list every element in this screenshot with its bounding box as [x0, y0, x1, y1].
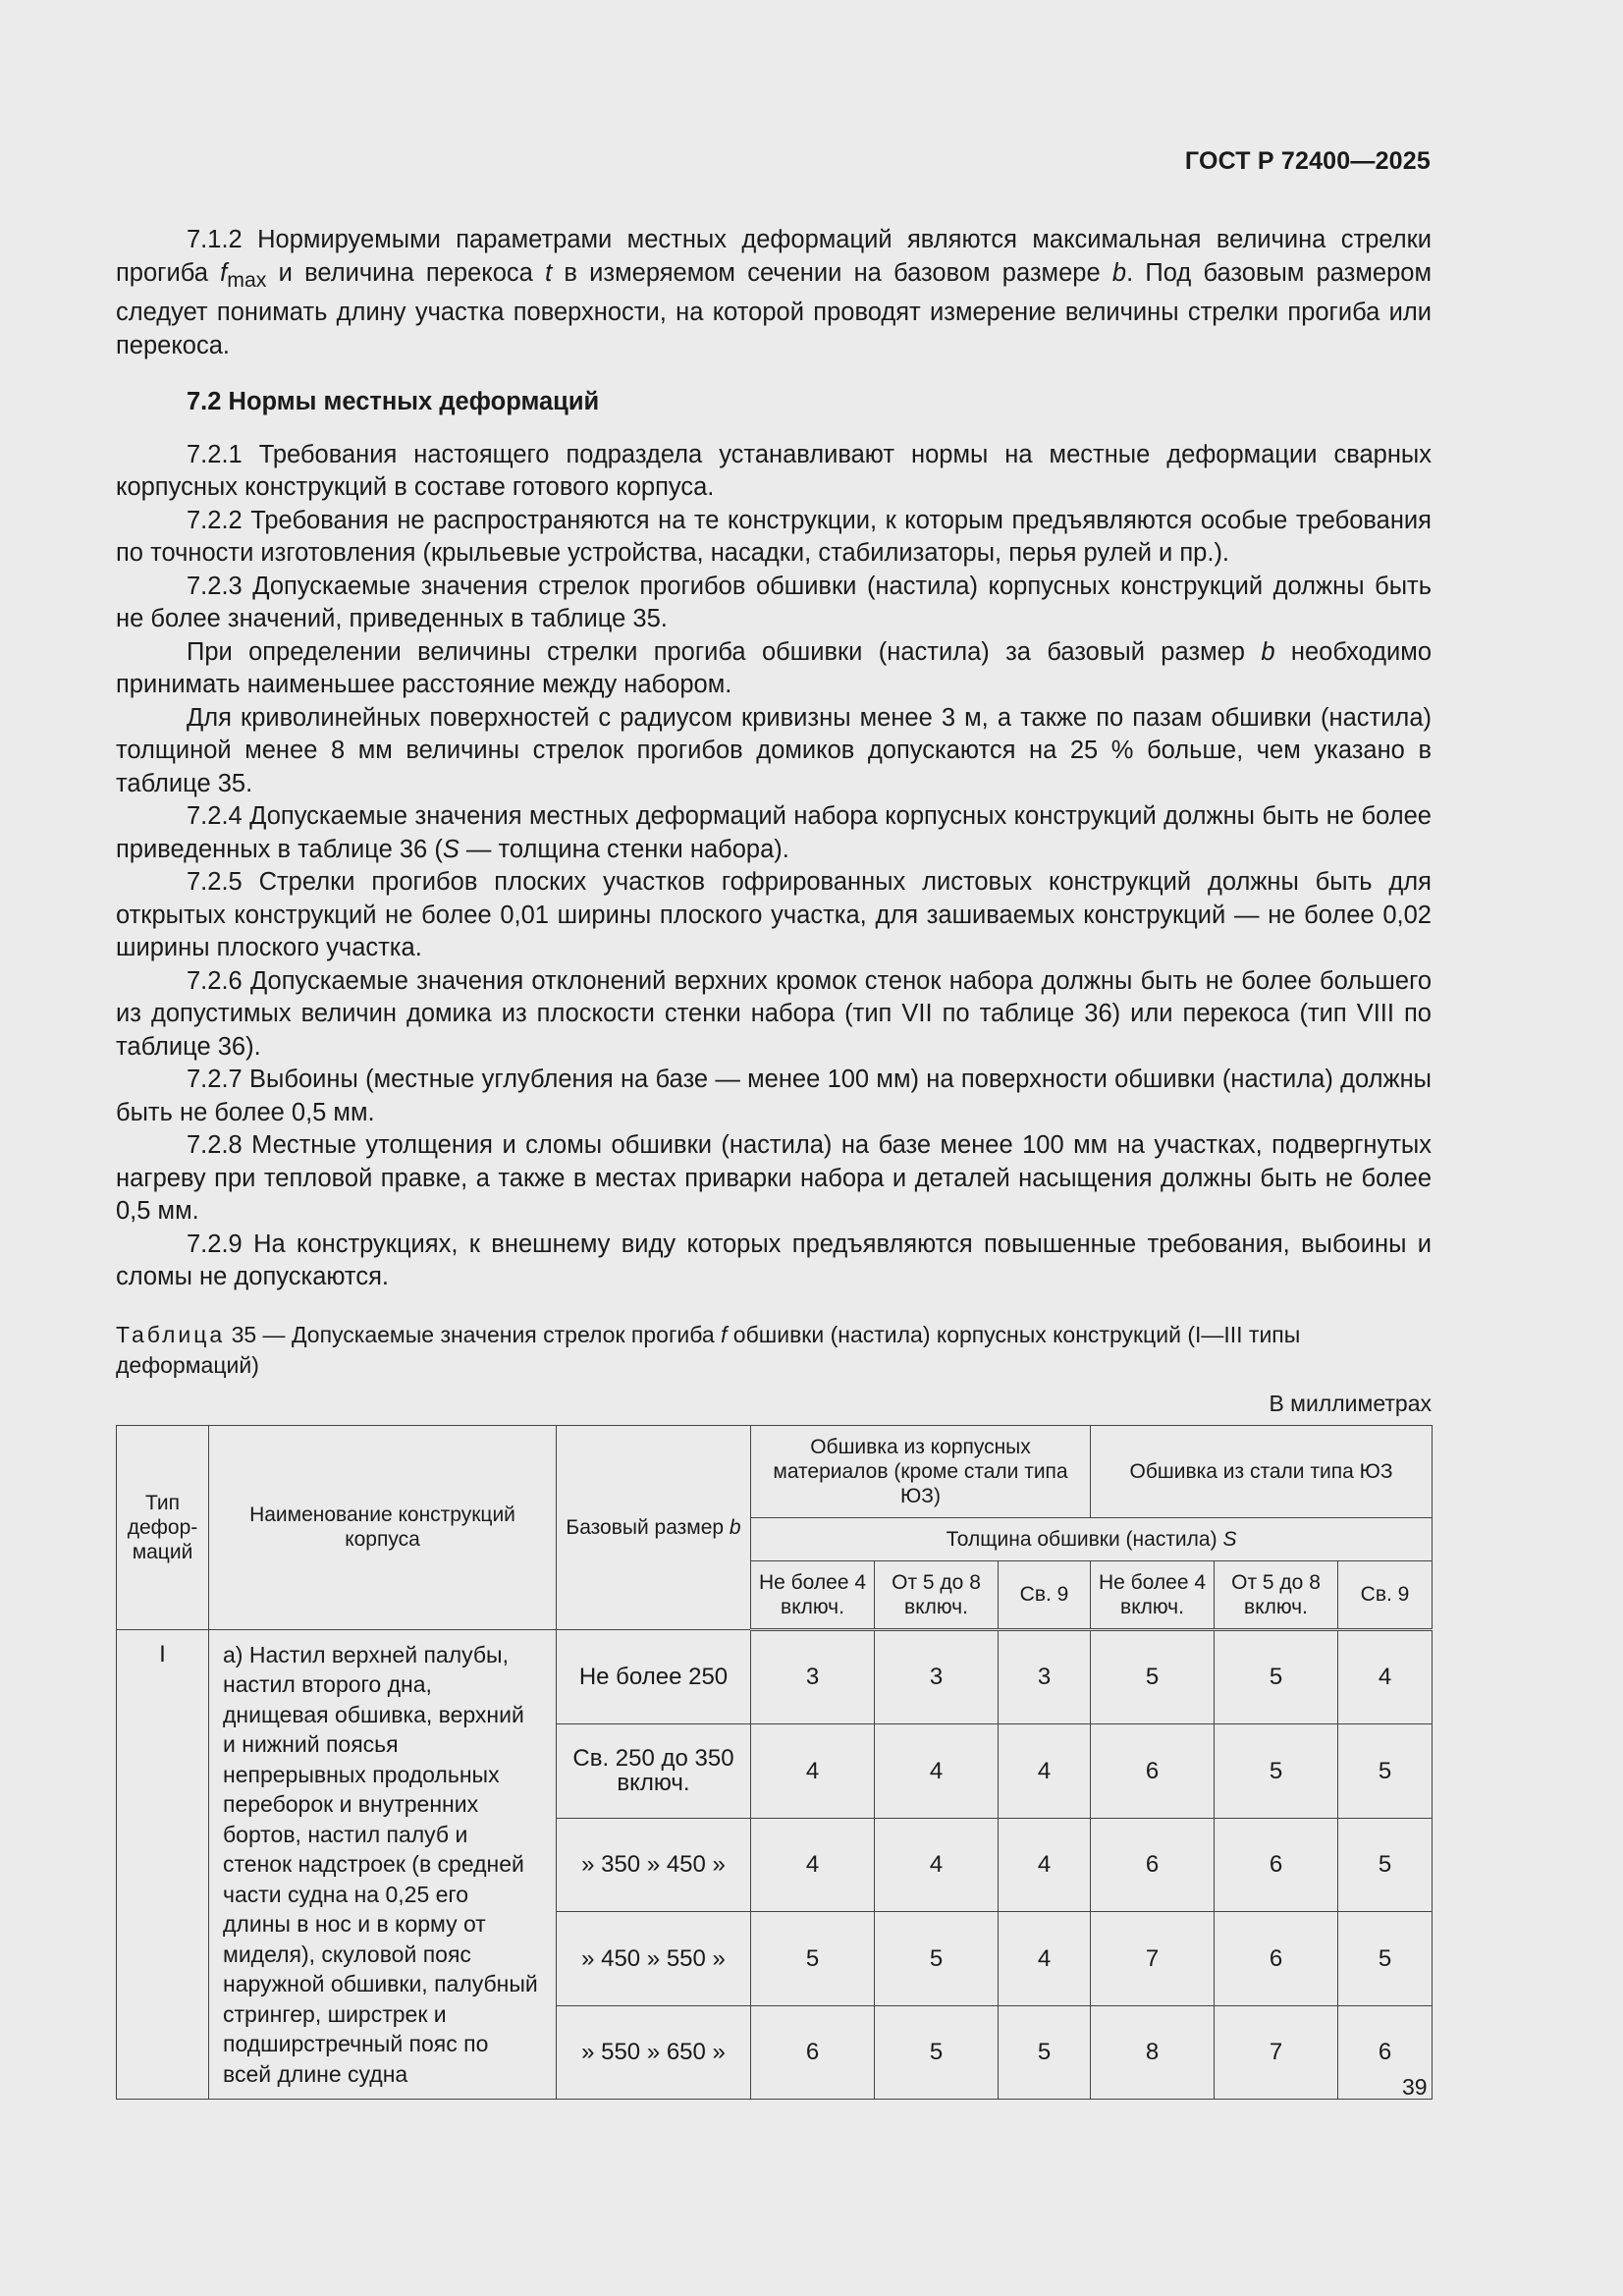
section-heading-7-2: 7.2 Нормы местных деформаций	[187, 388, 600, 416]
header-thickness: Толщина обшивки (настила) S	[751, 1517, 1433, 1560]
paragraph-7-2-8: 7.2.8 Местные утолщения и сломы обшивки (настила) на базе менее 100 мм на участках, подвергнутых нагреву при тепловой правке, а также в местах приварки набора и деталей насыщения должны быть не более 0,5 мм.	[116, 1131, 1432, 1226]
paragraph-7-2-2: 7.2.2 Требования не распространяются на те конструкции, к которым предъявляются особые требования по точности изготовления (крыльевые устройства, насадки, стабилизаторы, перья рулей и пр.).	[116, 506, 1432, 568]
paragraph-7-2-3-curved: Для криволинейных поверхностей с радиусом кривизны менее 3 м, а также по пазам обшивки (настила) толщиной менее 8 мм величины стрелок прогибов домиков допускаются на 25 % больше, чем указано в таблице 35.	[116, 703, 1432, 797]
header-thickness-range: От 5 до 8 включ.	[875, 1560, 999, 1629]
value-cell: 4	[1338, 1629, 1433, 1724]
base-size-cell: Св. 250 до 350 включ.	[557, 1724, 751, 1818]
header-base-size: Базовый размер b	[557, 1425, 751, 1629]
value-cell: 5	[1215, 1629, 1338, 1724]
document-code: ГОСТ Р 72400—2025	[1184, 147, 1431, 175]
value-cell: 6	[1091, 1724, 1215, 1818]
paragraph-7-2-9: 7.2.9 На конструкциях, к внешнему виду которых предъявляются повышенные требования, выбоины и сломы не допускаются.	[116, 1230, 1432, 1291]
header-thickness-range: Св. 9	[999, 1560, 1091, 1629]
document-body	[116, 224, 1432, 2100]
value-cell: 4	[875, 1724, 999, 1818]
paragraph-7-1-2: 7.1.2 Нормируемыми параметрами местных деформаций являются максимальная величина стрелки прогиба $f_{max}$ и величина перекоса t в измеряемом сечении на базовом размере b. Под базовым размером следует понимать длину участка поверхности, на которой проводят измерение величины стрелки прогиба или перекоса.	[116, 226, 1432, 359]
header-thickness-range: Не более 4 включ.	[1091, 1560, 1215, 1629]
header-thickness-range: Не более 4 включ.	[751, 1560, 875, 1629]
deformation-type-cell: I	[117, 1629, 209, 2100]
value-cell: 4	[875, 1818, 999, 1911]
paragraph-7-2-7: 7.2.7 Выбоины (местные углубления на базе — менее 100 мм) на поверхности обшивки (настила) должны быть не более 0,5 мм.	[116, 1066, 1432, 1126]
value-cell: 8	[1091, 2005, 1215, 2100]
value-cell: 4	[999, 1912, 1091, 2005]
structure-name-cell: а) Настил верхней палубы, настил второго дна, днищевая обшивка, верхний и нижний поясья непрерывных продольных переборок и внутренних бортов, настил палуб и стенок надстроек (в средней части судна на 0,25 его длины в нос и в корму от миделя), скуловой пояс наружной обшивки, палубный стрингер, ширстрек и подширстречный пояс по всей длине судна	[209, 1629, 557, 2100]
value-cell: 5	[1091, 1629, 1215, 1724]
paragraph-7-2-6: 7.2.6 Допускаемые значения отклонений верхних кромок стенок набора должны быть не более большего из допустимых величин домика из плоскости стенки набора (тип VII по таблице 36) или перекоса (тип VIII по таблице 36).	[116, 966, 1432, 1061]
paragraph-7-2-4: 7.2.4 Допускаемые значения местных деформаций набора корпусных конструкций должны быть не более приведенных в таблице 36 (S — толщина стенки набора).	[116, 802, 1432, 863]
paragraph-7-2-3: 7.2.3 Допускаемые значения стрелок прогибов обшивки (настила) корпусных конструкций должны быть не более значений, приведенных в таблице 35.	[116, 572, 1432, 633]
value-cell: 7	[1091, 1912, 1215, 2005]
table-caption: Таблица 35 — Допускаемые значения стрелок прогиба f обшивки (настила) корпусных конструкций (I—III типы деформаций)	[116, 1321, 1301, 1378]
value-cell: 5	[999, 2005, 1091, 2100]
header-structure-name: Наименование конструкций корпуса	[209, 1425, 557, 1629]
base-size-cell: » 450 » 550 »	[557, 1912, 751, 2005]
value-cell: 4	[999, 1724, 1091, 1818]
paragraph-7-2-1: 7.2.1 Требования настоящего подраздела устанавливают нормы на местные деформации сварных корпусных конструкций в составе готового корпуса.	[116, 440, 1432, 502]
value-cell: 6	[1091, 1818, 1215, 1911]
base-size-cell: Не более 250	[557, 1629, 751, 1724]
paragraph-7-2-3-base: При определении величины стрелки прогиба обшивки (настила) за базовый размер b необходимо принимать наименьшее расстояние между набором.	[116, 637, 1432, 699]
value-cell: 4	[751, 1818, 875, 1911]
value-cell: 7	[1215, 2005, 1338, 2100]
value-cell: 3	[999, 1629, 1091, 1724]
deflection-table	[116, 1425, 1433, 2101]
value-cell: 6	[1215, 1912, 1338, 2005]
value-cell: 5	[875, 2005, 999, 2100]
paragraph-7-2-5: 7.2.5 Стрелки прогибов плоских участков гофрированных листовых конструкций должны быть для открытых конструкций не более 0,01 ширины плоского участка, для зашиваемых конструкций — не более 0,02 ширины плоского участка.	[116, 868, 1432, 962]
value-cell: 5	[1338, 1724, 1433, 1818]
header-deformation-type: Тип дефор-маций	[117, 1425, 209, 1629]
header-thickness-range: От 5 до 8 включ.	[1215, 1560, 1338, 1629]
value-cell: 5	[1215, 1724, 1338, 1818]
header-hull-materials: Обшивка из корпусных материалов (кроме стали типа ЮЗ)	[751, 1425, 1091, 1517]
value-cell: 3	[751, 1629, 875, 1724]
value-cell: 6	[1215, 1818, 1338, 1911]
value-cell: 4	[999, 1818, 1091, 1911]
value-cell: 5	[1338, 1818, 1433, 1911]
value-cell: 3	[875, 1629, 999, 1724]
value-cell: 5	[875, 1912, 999, 2005]
value-cell: 4	[751, 1724, 875, 1818]
value-cell: 6	[751, 2005, 875, 2100]
base-size-cell: » 550 » 650 »	[557, 2005, 751, 2100]
value-cell: 5	[751, 1912, 875, 2005]
header-steel-yuz: Обшивка из стали типа ЮЗ	[1091, 1425, 1433, 1517]
header-thickness-range: Св. 9	[1338, 1560, 1433, 1629]
table-units: В миллиметрах	[1269, 1390, 1432, 1416]
value-cell: 6	[1338, 2005, 1433, 2100]
value-cell: 5	[1338, 1912, 1433, 2005]
base-size-cell: » 350 » 450 »	[557, 1818, 751, 1911]
page-number: 39	[1402, 2074, 1428, 2100]
